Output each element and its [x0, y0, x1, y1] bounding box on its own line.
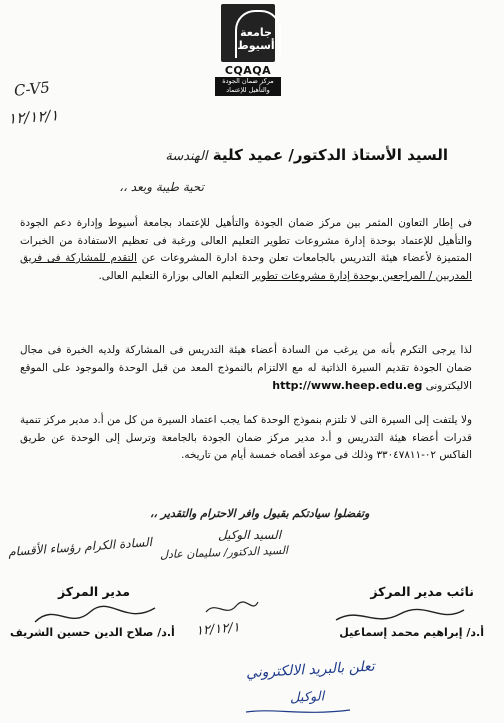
handwritten-note-2: السيد الدكتور/ سليمان عادل — [159, 543, 289, 562]
addressee-line — [108, 146, 448, 164]
handwritten-footer-note-1: تعلن بالبريد الالكتروني — [245, 658, 375, 682]
body-paragraph-1 — [20, 215, 472, 285]
p1-text-a: فى إطار التعاون المثمر بين مركز ضمان الجودة والتأهيل للإعتماد بجامعة أسيوط وإدارة دعم الجودة والتأهيل للإعتماد بوحدة إدارة مشروعات تطوير التعليم العالى ورغبة فى تعظيم الاستفادة من الخبرات المتميزة لأعضاء هيئة التدريس بالجامعات تعلن وحدة ادارة المشروعات عن — [20, 217, 472, 264]
initials-scribble-icon — [202, 596, 262, 620]
handwritten-date: ١٢/١٢/١ — [195, 620, 241, 639]
signature-left-title: مدير المركز — [58, 584, 130, 599]
handwritten-note-3: السادة الكرام رؤساء الأقسام — [7, 534, 153, 560]
handwritten-footer-note-2: الوكيل — [289, 689, 325, 706]
p2-text: لذا يرجى التكرم بأنه من يرغب من السادة أعضاء هيئة التدريس فى المشاركة ولديه الخبرة فى مجال ضمان الجودة تقديم السيرة الذاتية له مع الالتزام بالنموذج المعد من قبل الوحدة والموجود على الموقع الاليكترونى — [20, 344, 472, 392]
body-paragraph-3: ولا يلتفت إلى السيرة التى لا تلتزم بنموذج الوحدة كما يجب اعتماد السيرة من كل من أ.د مدير مركز تنمية قدرات أعضاء هيئة التدريس و أ.د مدير مركز ضمان الجودة بالجامعة وترسل إلى الوحدة عن طريق الفاكس ٠٢-٣٣٠٤٧٨١١ وذلك فى موعد أقصاه خمسة أيام من تاريخه. — [20, 414, 472, 461]
footer-underline-scribble-icon — [244, 706, 354, 718]
logo-acronym: CQAQA — [224, 64, 272, 77]
university-logo — [213, 4, 283, 96]
logo-emblem — [221, 4, 275, 62]
handwritten-note-1: السيد الوكيل — [218, 528, 282, 542]
website-link[interactable]: http://www.heep.edu.eg — [272, 379, 423, 392]
addressee-handwritten: الهندسة — [165, 149, 208, 164]
handwritten-initials — [202, 596, 262, 623]
greeting: تحية طيبة وبعد ،، — [119, 180, 204, 194]
logo-arabic-text: جامعة أسيوط — [237, 26, 275, 52]
margin-note-date: ١٢/١٢/١ — [7, 106, 59, 128]
addressee-printed: السيد الأستاذ الدكتور/ عميد كلية — [212, 146, 448, 164]
margin-note-code: C-V5 — [13, 78, 51, 100]
body-paragraph-2 — [20, 342, 472, 396]
closing-line: وتفضلوا سيادتكم بقبول وافر الاحترام والتقدير ،، — [150, 507, 370, 520]
p1-text-b: التعليم العالى بوزارة التعليم العالى. — [98, 269, 250, 282]
p1-underlined: التقدم للمشاركة فى فريق المدربين / المراجعين بوحدة إدارة مشروعات تطوير — [20, 252, 472, 282]
signature-left-name: أ.د/ صلاح الدين حسين الشريف — [10, 626, 175, 639]
signature-right-name: أ.د/ إبراهيم محمد إسماعيل — [339, 626, 484, 639]
signature-right-title: نائب مدير المركز — [370, 584, 474, 599]
logo-subtitle: مركز ضمان الجودة والتأهيل للإعتماد — [215, 77, 281, 96]
